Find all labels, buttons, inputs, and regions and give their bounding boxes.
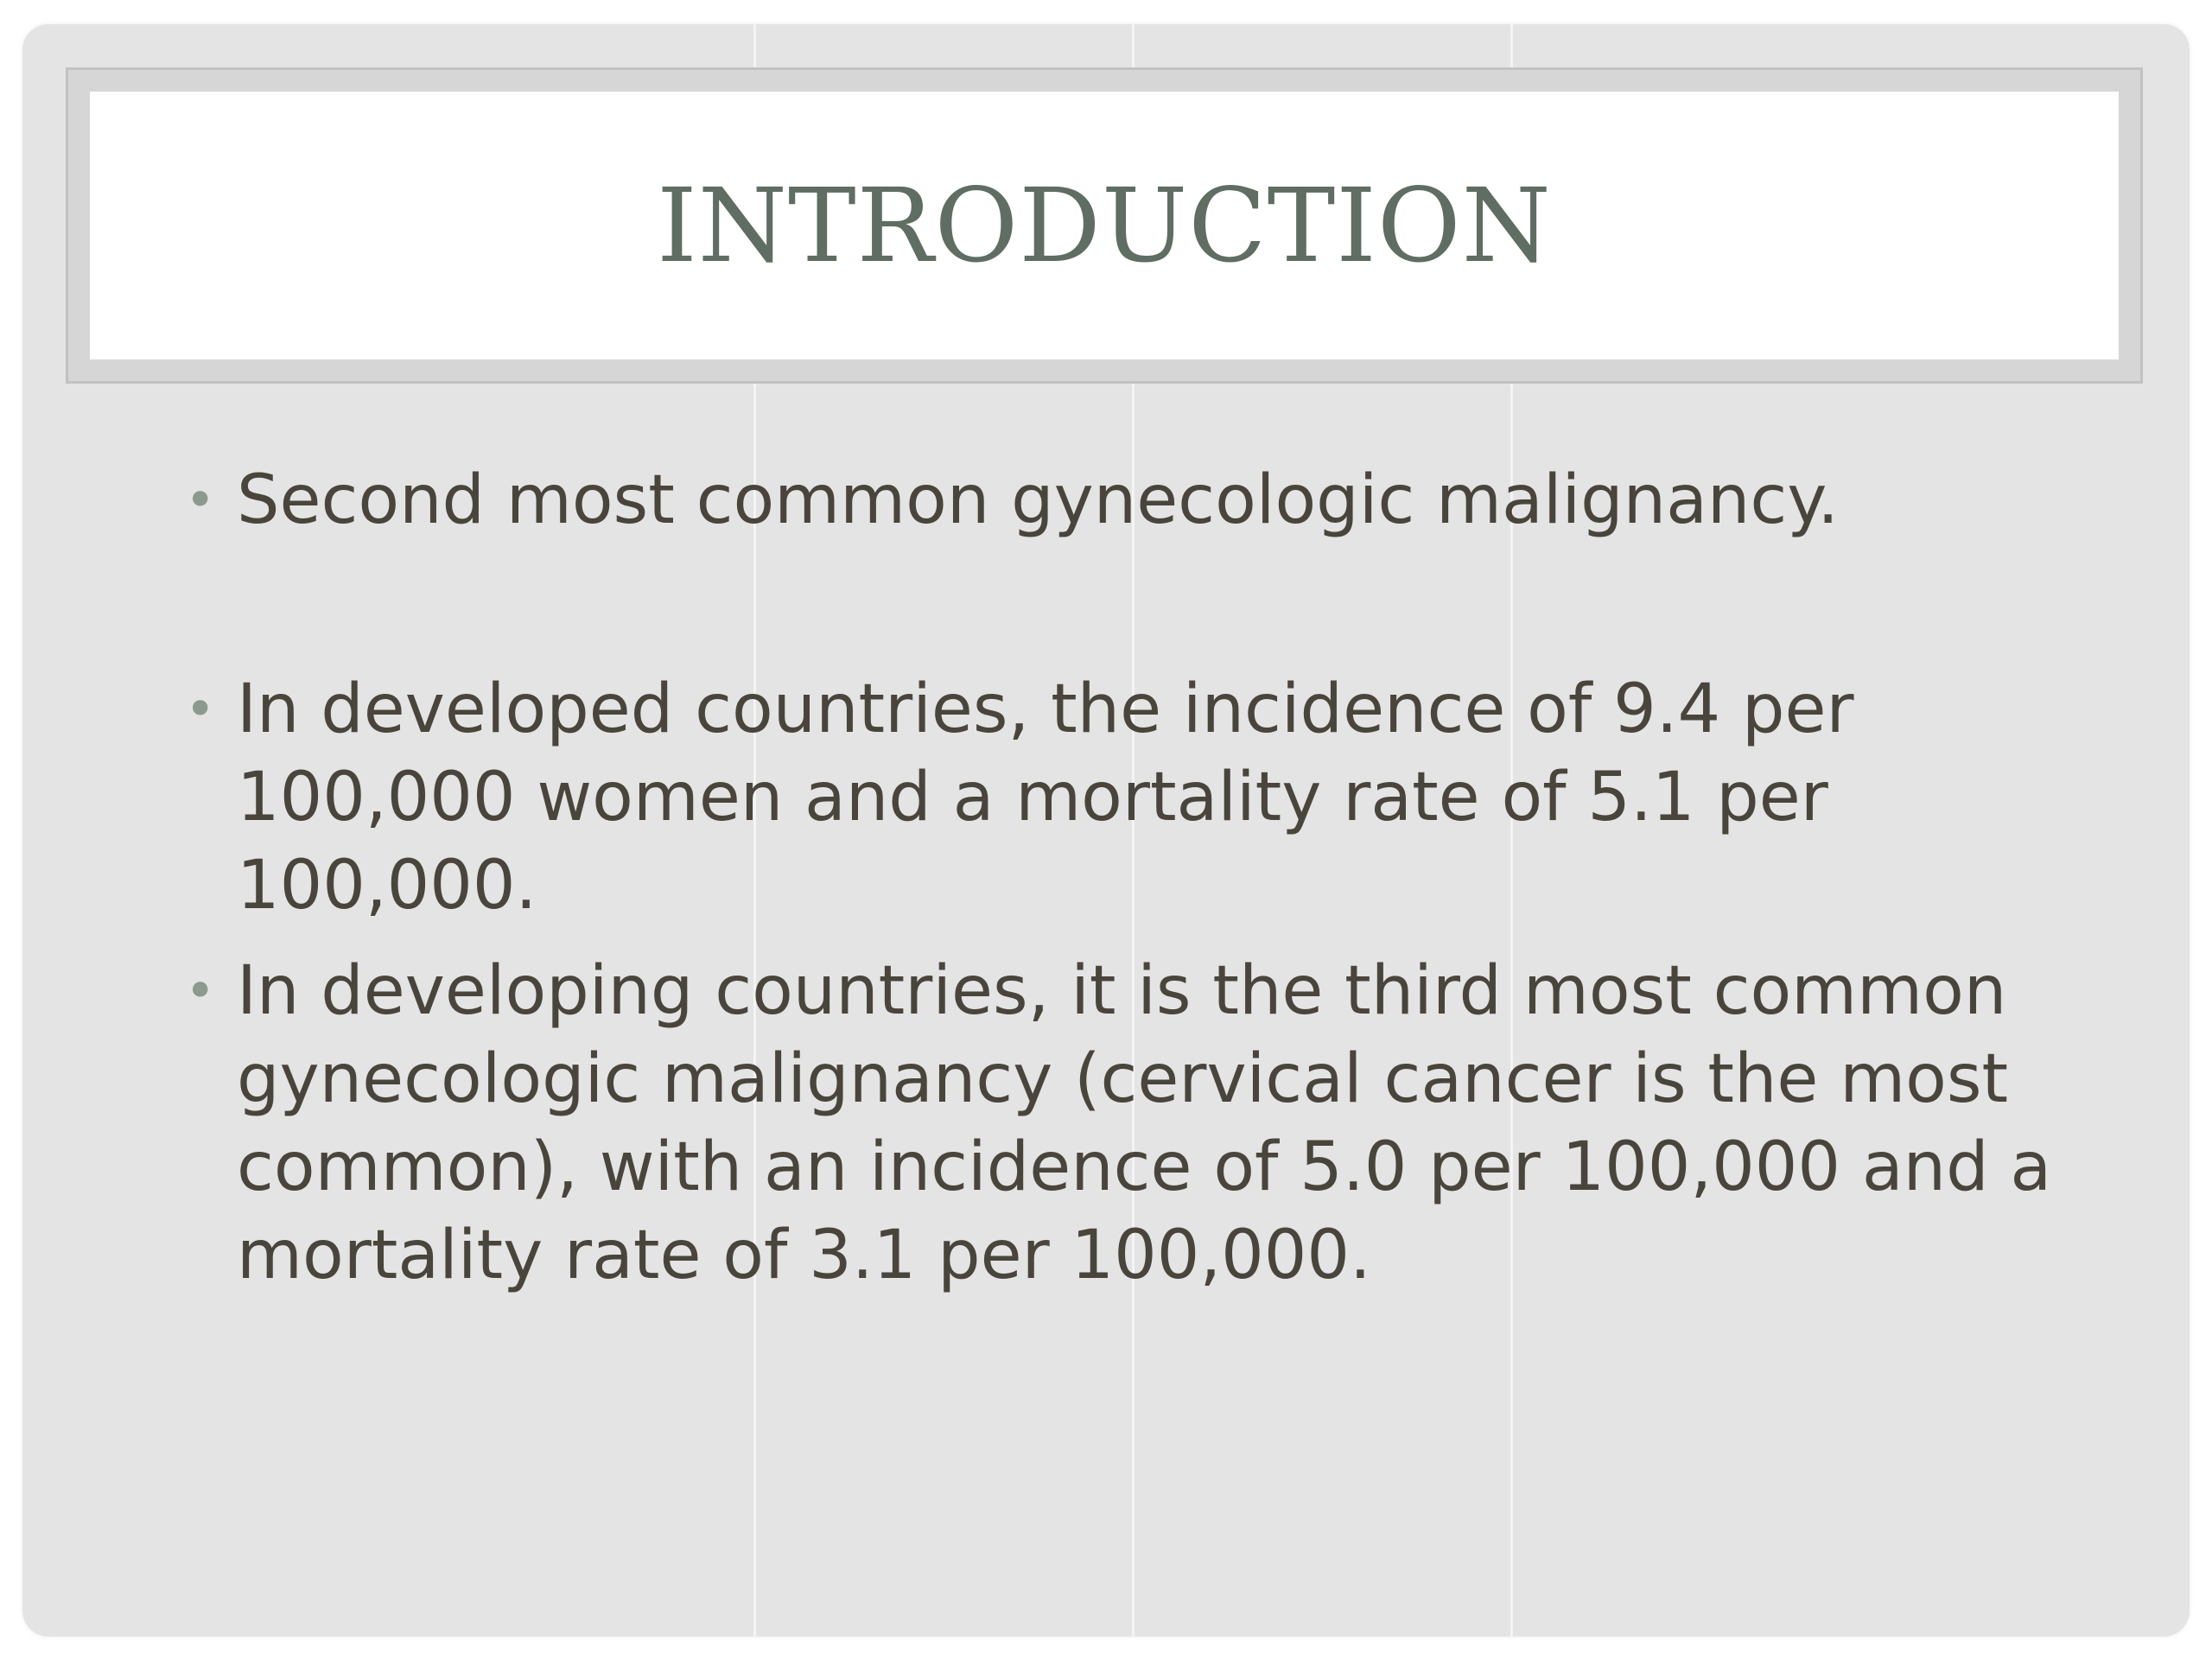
bullet-item — [178, 456, 2122, 544]
bullet-item — [178, 947, 2122, 1300]
bullet-icon: • — [185, 679, 216, 740]
bullet-text: In developing countries, it is the third most common gynecologic malignancy (cervical cancer is the most common), with an incidence of 5.0 per 100,000 and a mortality rate of 3.1 per 100,000. — [237, 952, 2052, 1294]
bullet-item — [178, 665, 2122, 930]
bullet-icon: • — [185, 470, 216, 531]
title-frame — [66, 67, 2143, 384]
slide — [22, 24, 2190, 1637]
bullet-list — [178, 456, 2122, 1300]
title-box — [90, 92, 2119, 359]
bullet-text: Second most common gynecologic malignancy. — [237, 461, 1840, 539]
bullet-icon: • — [185, 961, 216, 1021]
slide-title: INTRODUCTION — [657, 166, 1552, 285]
bullet-text: In developed countries, the incidence of 9.4 per 100,000 women and a mortality rate of 5.1 per 100,000. — [237, 671, 1854, 925]
